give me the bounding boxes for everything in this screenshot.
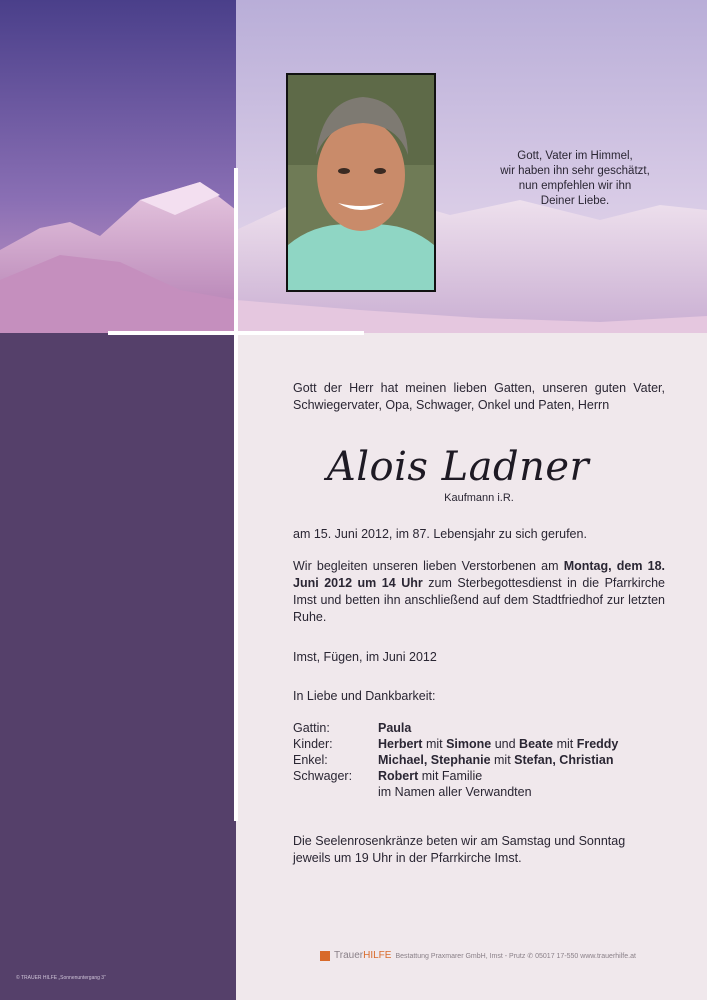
family-name: Michael, Stephanie (378, 753, 491, 767)
family-role: Kinder: (293, 737, 333, 751)
quote-line: Deiner Liebe. (540, 195, 610, 207)
quote-line: wir haben ihn sehr geschätzt, (500, 165, 650, 177)
family-role-empty (293, 784, 378, 800)
cross-horizontal-bar (108, 331, 364, 335)
family-role: Enkel: (293, 753, 328, 767)
trauerhilfe-logo (334, 950, 391, 961)
trauerhilfe-logo-icon (320, 951, 330, 961)
funeral-text-pre: Wir begleiten unseren lieben Verstorbenen am (293, 559, 564, 573)
funeral-text-post: zum Sterbegottesdienst in die Pfarrkirche Imst und betten ihn anschließend auf dem Stadtfriedhof zur letzten Ruhe. (293, 576, 666, 624)
deceased-title: Kaufmann i.R. (444, 492, 514, 504)
family-row-gattin (293, 720, 665, 736)
footer-contact: Bestattung Praxmarer GmbH, Imst - Prutz ✆ 05017 17-550 www.trauerhilfe.at (395, 952, 636, 960)
image-credit: © TRAUER HILFE „Sonnenuntergang 3“ (16, 975, 106, 981)
family-role: Schwager: (293, 769, 353, 783)
family-list (293, 720, 665, 800)
deceased-name: Alois Ladner (326, 444, 590, 490)
family-name: Herbert (378, 737, 423, 751)
family-relatives: im Namen aller Verwandten (378, 785, 532, 799)
footer-bar (320, 950, 636, 961)
intro-paragraph: Gott der Herr hat meinen lieben Gatten, unseren guten Vater, Schwiegervater, Opa, Schwager, Onkel und Paten, Herrn (293, 381, 665, 412)
family-name: Freddy (576, 737, 619, 751)
portrait-photo (286, 73, 436, 292)
family-row-enkel (293, 752, 665, 768)
cross-vertical-bar (234, 168, 238, 821)
family-name: Robert (378, 769, 419, 783)
place-date: Imst, Fügen, im Juni 2012 (293, 650, 437, 664)
family-name: Beate (519, 737, 554, 751)
quote-line: nun empfehlen wir ihn (518, 180, 632, 192)
family-connector: mit (490, 753, 515, 767)
family-name: Stefan, Christian (514, 753, 614, 767)
rosary-paragraph: Die Seelenrosenkränze beten wir am Samstag und Sonntag jeweils um 19 Uhr in der Pfarrkirche Imst. (293, 834, 626, 865)
quote-text (480, 149, 670, 209)
family-row-kinder (293, 736, 665, 752)
family-row-verwandte (293, 784, 665, 800)
death-paragraph: am 15. Juni 2012, im 87. Lebensjahr zu sich gerufen. (293, 527, 587, 541)
family-name: Simone (446, 737, 492, 751)
thanks-line: In Liebe und Dankbarkeit: (293, 689, 436, 703)
family-role: Gattin: (293, 721, 330, 735)
family-row-schwager (293, 768, 665, 784)
funeral-date: Montag, dem 18. Juni 2012 um 14 Uhr (293, 559, 665, 590)
family-connector: mit (422, 737, 447, 751)
family-connector: mit (553, 737, 577, 751)
logo-text-b: HILFE (363, 950, 392, 961)
quote-line: Gott, Vater im Himmel, (517, 150, 633, 162)
family-connector: und (491, 737, 520, 751)
family-connector: mit Familie (418, 769, 483, 783)
logo-text-a: Trauer (334, 950, 364, 961)
family-name: Paula (378, 721, 412, 735)
funeral-paragraph (293, 558, 665, 626)
